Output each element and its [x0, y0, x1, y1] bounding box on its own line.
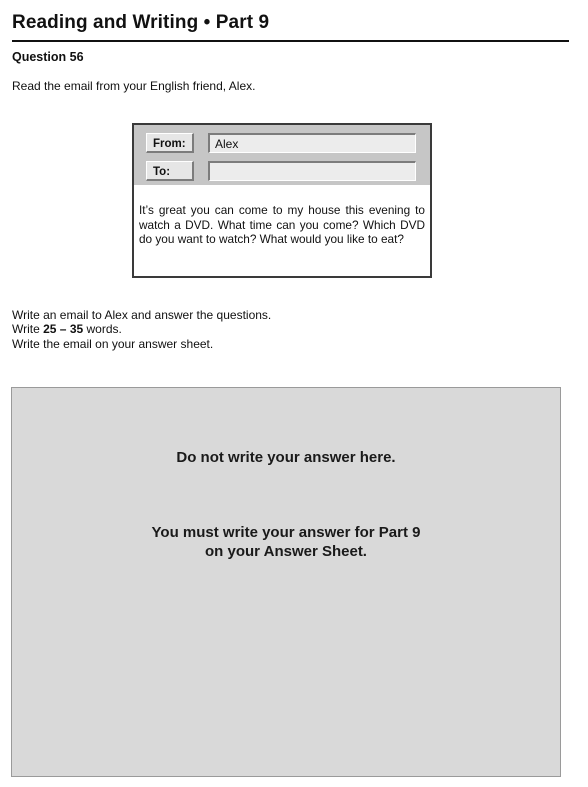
page-title: Reading and Writing • Part 9 — [12, 12, 270, 33]
email-window — [132, 123, 432, 278]
do-not-write-notice: Do not write your answer here. — [176, 449, 396, 466]
word-count-prefix: Write — [12, 322, 44, 336]
email-body: It’s great you can come to my house this evening to watch a DVD. What time can you come? Which DVD do you want to watch? What would you like to eat? — [139, 203, 425, 247]
answer-panel — [11, 387, 561, 777]
read-instruction: Read the email from your English friend, Alex. — [12, 79, 256, 93]
answer-sheet-instruction: Write the email on your answer sheet. — [12, 337, 214, 351]
from-field: Alex — [208, 133, 416, 153]
answer-sheet-notice-line1: You must write your answer for Part 9 — [151, 524, 421, 541]
question-number: Question 56 — [12, 50, 84, 64]
title-divider — [12, 40, 569, 42]
word-count-suffix: words. — [83, 322, 122, 336]
write-instruction: Write an email to Alex and answer the questions. — [12, 308, 272, 322]
word-count-range: 25 – 35 — [43, 322, 84, 336]
answer-sheet-notice-line2: on your Answer Sheet. — [205, 543, 367, 560]
to-label: To: — [146, 161, 194, 181]
email-header — [134, 125, 430, 185]
from-label: From: — [146, 133, 194, 153]
to-field — [208, 161, 416, 181]
word-count-instruction — [12, 322, 122, 336]
